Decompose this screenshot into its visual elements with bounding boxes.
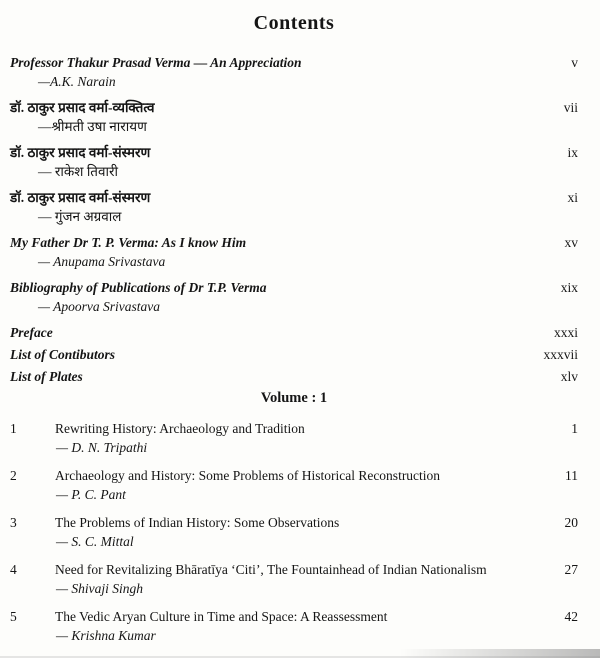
toc-chapter [10, 466, 578, 504]
chapter-title: Rewriting History: Archaeology and Tradition [55, 421, 305, 436]
chapter-page-number: 1 [571, 421, 578, 436]
entry-author: —श्रीमती उषा नारायण [38, 119, 147, 134]
toc-entry [10, 98, 578, 136]
entry-author: — राकेश तिवारी [38, 164, 119, 179]
toc-chapter [10, 607, 578, 645]
chapter-author: — Krishna Kumar [56, 628, 156, 643]
toc-entry [10, 367, 578, 386]
entry-title: डॉ. ठाकुर प्रसाद वर्मा-व्यक्तित्व [10, 100, 155, 115]
entry-page-number: ix [567, 145, 578, 160]
entry-page-number: xi [567, 190, 578, 205]
toc-entry [10, 278, 578, 316]
entry-title: Professor Thakur Prasad Verma — An Appreciation [10, 55, 302, 70]
chapter-page-number: 11 [565, 468, 578, 483]
toc-entry [10, 143, 578, 181]
entry-title: Preface [10, 325, 53, 340]
entry-title: List of Contibutors [10, 347, 116, 362]
chapter-page-number: 27 [564, 562, 578, 577]
entry-page-number: xxxi [553, 325, 578, 340]
entry-title: Bibliography of Publications of Dr T.P. Verma [10, 280, 267, 295]
entry-title: डॉ. ठाकुर प्रसाद वर्मा-संस्मरण [10, 190, 151, 205]
toc-entry [10, 188, 578, 226]
entry-page-number: xix [560, 280, 578, 295]
entry-page-number: v [571, 55, 578, 70]
entry-author: —A.K. Narain [38, 74, 116, 89]
toc-entry [10, 53, 578, 91]
chapter-number: 3 [10, 515, 17, 530]
chapter-author: — D. N. Tripathi [56, 440, 148, 455]
entry-page-number: xlv [560, 369, 578, 384]
chapter-title: The Problems of Indian History: Some Observations [55, 515, 340, 530]
chapter-page-number: 20 [564, 515, 578, 530]
entry-page-number: xxxvii [543, 347, 578, 362]
entry-author: — Anupama Srivastava [38, 254, 166, 269]
entry-page-number: xv [564, 235, 578, 250]
scan-edge-artifact [400, 649, 600, 658]
chapter-number: 2 [10, 468, 17, 483]
chapter-title: Archaeology and History: Some Problems of Historical Reconstruction [55, 468, 441, 483]
toc-entry [10, 323, 578, 342]
entry-title: डॉ. ठाकुर प्रसाद वर्मा-संस्मरण [10, 145, 151, 160]
chapter-title: The Vedic Aryan Culture in Time and Space: A Reassessment [55, 609, 388, 624]
toc-chapter [10, 560, 578, 598]
chapter-author: — P. C. Pant [56, 487, 126, 502]
page-title: Contents [253, 12, 335, 34]
entry-title: My Father Dr T. P. Verma: As I know Him [10, 235, 247, 250]
entry-title: List of Plates [10, 369, 83, 384]
front-matter-list [10, 53, 578, 386]
chapter-number: 5 [10, 609, 17, 624]
volume-heading: Volume : 1 [260, 390, 328, 406]
toc-entry [10, 233, 578, 271]
entry-author: — गुंजन अग्रवाल [38, 209, 122, 224]
entry-author: — Apoorva Srivastava [38, 299, 160, 314]
chapter-author: — Shivaji Singh [56, 581, 143, 596]
chapter-number: 1 [10, 421, 17, 436]
toc-chapter [10, 419, 578, 457]
chapter-author: — S. C. Mittal [56, 534, 134, 549]
toc-entry [10, 345, 578, 364]
toc-chapter [10, 513, 578, 551]
entry-page-number: vii [563, 100, 578, 115]
chapter-number: 4 [10, 562, 17, 577]
chapter-title: Need for Revitalizing Bhāratīya ‘Citi’, The Fountainhead of Indian Nationalism [55, 562, 487, 577]
chapter-page-number: 42 [564, 609, 578, 624]
chapter-list [10, 419, 578, 645]
